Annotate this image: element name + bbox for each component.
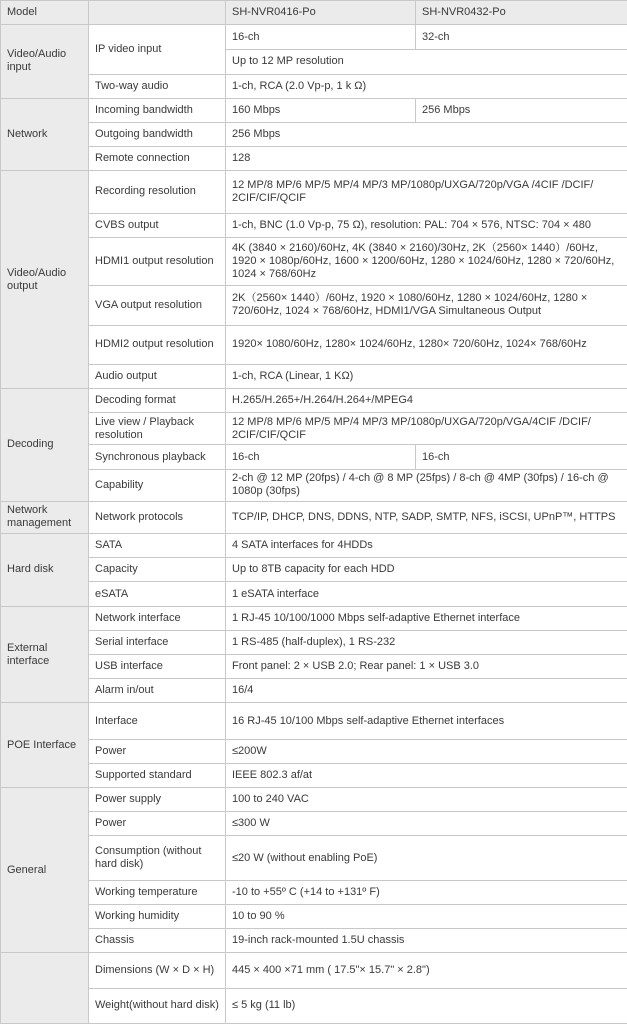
spec-value: Up to 8TB capacity for each HDD [226, 558, 627, 582]
spec-row [1, 763, 627, 787]
spec-label: Remote connection [89, 147, 226, 171]
header-model-label: Model [1, 1, 89, 25]
spec-row [1, 788, 627, 812]
spec-row [1, 286, 627, 325]
spec-value: 1 eSATA interface [226, 582, 627, 606]
spec-row [1, 237, 627, 285]
spec-label: Dimensions (W × D × H) [89, 953, 226, 988]
spec-value: 1920× 1080/60Hz, 1280× 1024/60Hz, 1280× 720/60Hz, 1024× 768/60Hz [226, 325, 627, 364]
spec-value-model-a: 16-ch [226, 445, 416, 469]
spec-value: 1 RS-485 (half-duplex), 1 RS-232 [226, 630, 627, 654]
spec-row [1, 679, 627, 703]
category-cell: Video/Audio input [1, 25, 89, 99]
spec-value-model-b: 16-ch [416, 445, 627, 469]
spec-row [1, 953, 627, 988]
spec-value: ≤ 5 kg (11 lb) [226, 988, 627, 1023]
spec-value: ≤300 W [226, 812, 627, 836]
spec-value: Up to 12 MP resolution [226, 50, 627, 74]
spec-value: 12 MP/8 MP/6 MP/5 MP/4 MP/3 MP/1080p/UXGA/720p/VGA/4CIF /DCIF/ 2CIF/CIF/QCIF [226, 413, 627, 445]
spec-label: Incoming bandwidth [89, 98, 226, 122]
spec-row [1, 25, 627, 50]
category-cell [1, 953, 89, 1024]
spec-value-model-a: 16-ch [226, 25, 416, 50]
spec-label: HDMI2 output resolution [89, 325, 226, 364]
spec-label: Working temperature [89, 880, 226, 904]
spec-value: 2-ch @ 12 MP (20fps) / 4-ch @ 8 MP (25fps) / 8-ch @ 4MP (30fps) / 16-ch @ 1080p (30fps) [226, 469, 627, 501]
spec-label: Decoding format [89, 388, 226, 412]
spec-label: SATA [89, 534, 226, 558]
spec-table-body [1, 1, 627, 1024]
spec-row [1, 213, 627, 237]
spec-row [1, 929, 627, 953]
spec-label: USB interface [89, 655, 226, 679]
spec-row [1, 445, 627, 469]
spec-label: Power [89, 739, 226, 763]
spec-value: 1-ch, BNC (1.0 Vp-p, 75 Ω), resolution: PAL: 704 × 576, NTSC: 704 × 480 [226, 213, 627, 237]
category-cell: Network [1, 98, 89, 171]
spec-row [1, 703, 627, 739]
category-cell: External interface [1, 606, 89, 703]
spec-row [1, 836, 627, 880]
spec-label: Audio output [89, 364, 226, 388]
spec-value: 10 to 90 % [226, 904, 627, 928]
header-blank-cell [89, 1, 226, 25]
spec-value: 4K (3840 × 2160)/60Hz, 4K (3840 × 2160)/30Hz, 2K（2560× 1440）/60Hz, 1920 × 1080p/60Hz, 1600 × 1200/60Hz, 1280 × 1024/60Hz, 1280 × 720/60Hz, 1024 × 768/60Hz [226, 237, 627, 285]
spec-label: VGA output resolution [89, 286, 226, 325]
spec-label: Weight(without hard disk) [89, 988, 226, 1023]
spec-label: Alarm in/out [89, 679, 226, 703]
spec-label: CVBS output [89, 213, 226, 237]
category-cell: POE Interface [1, 703, 89, 788]
spec-value: TCP/IP, DHCP, DNS, DDNS, NTP, SADP, SMTP, NFS, iSCSI, UPnP™, HTTPS [226, 501, 627, 533]
spec-value: 2K（2560× 1440）/60Hz, 1920 × 1080/60Hz, 1280 × 1024/60Hz, 1280 × 720/60Hz, 1024 × 768/60Hz, HDMI1/VGA Simultaneous Output [226, 286, 627, 325]
spec-row [1, 558, 627, 582]
spec-label: Supported standard [89, 763, 226, 787]
spec-label: Two-way audio [89, 74, 226, 98]
spec-row [1, 880, 627, 904]
spec-label: Capability [89, 469, 226, 501]
spec-value: 1 RJ-45 10/100/1000 Mbps self-adaptive Ethernet interface [226, 606, 627, 630]
spec-label: Power supply [89, 788, 226, 812]
spec-value: 445 × 400 ×71 mm ( 17.5"× 15.7" × 2.8") [226, 953, 627, 988]
spec-row [1, 469, 627, 501]
spec-row [1, 988, 627, 1023]
spec-value: Front panel: 2 × USB 2.0; Rear panel: 1 × USB 3.0 [226, 655, 627, 679]
spec-value: IEEE 802.3 af/at [226, 763, 627, 787]
spec-label: Recording resolution [89, 171, 226, 213]
spec-label: IP video input [89, 25, 226, 74]
spec-value: 16 RJ-45 10/100 Mbps self-adaptive Ethernet interfaces [226, 703, 627, 739]
spec-row [1, 388, 627, 412]
spec-value: -10 to +55º C (+14 to +131º F) [226, 880, 627, 904]
spec-label: Chassis [89, 929, 226, 953]
spec-row [1, 122, 627, 146]
spec-value: ≤20 W (without enabling PoE) [226, 836, 627, 880]
spec-value: 128 [226, 147, 627, 171]
spec-row [1, 630, 627, 654]
spec-row [1, 98, 627, 122]
header-model-a: SH-NVR0416-Po [226, 1, 416, 25]
spec-label: Capacity [89, 558, 226, 582]
spec-row [1, 739, 627, 763]
spec-label: Network protocols [89, 501, 226, 533]
spec-label: HDMI1 output resolution [89, 237, 226, 285]
spec-value: ≤200W [226, 739, 627, 763]
spec-row [1, 364, 627, 388]
spec-value-model-b: 256 Mbps [416, 98, 627, 122]
spec-value: 256 Mbps [226, 122, 627, 146]
spec-value: H.265/H.265+/H.264/H.264+/MPEG4 [226, 388, 627, 412]
category-cell: Hard disk [1, 534, 89, 607]
category-cell: Network management [1, 501, 89, 533]
spec-label: Serial interface [89, 630, 226, 654]
category-cell: Video/Audio output [1, 171, 89, 389]
spec-row [1, 325, 627, 364]
spec-value: 100 to 240 VAC [226, 788, 627, 812]
spec-label: eSATA [89, 582, 226, 606]
spec-value: 16/4 [226, 679, 627, 703]
header-model-b: SH-NVR0432-Po [416, 1, 627, 25]
spec-value-model-a: 160 Mbps [226, 98, 416, 122]
spec-row [1, 812, 627, 836]
spec-value-model-b: 32-ch [416, 25, 627, 50]
spec-row [1, 147, 627, 171]
category-cell: General [1, 788, 89, 953]
spec-label: Interface [89, 703, 226, 739]
spec-value: 19-inch rack-mounted 1.5U chassis [226, 929, 627, 953]
spec-label: Power [89, 812, 226, 836]
category-cell: Decoding [1, 388, 89, 501]
spec-row [1, 501, 627, 533]
spec-row [1, 171, 627, 213]
spec-value: 12 MP/8 MP/6 MP/5 MP/4 MP/3 MP/1080p/UXGA/720p/VGA /4CIF /DCIF/ 2CIF/CIF/QCIF [226, 171, 627, 213]
spec-row [1, 74, 627, 98]
header-row [1, 1, 627, 25]
spec-row [1, 655, 627, 679]
spec-label: Working humidity [89, 904, 226, 928]
spec-value: 1-ch, RCA (2.0 Vp-p, 1 k Ω) [226, 74, 627, 98]
spec-row [1, 413, 627, 445]
spec-row [1, 904, 627, 928]
spec-label: Network interface [89, 606, 226, 630]
spec-row [1, 534, 627, 558]
spec-value: 4 SATA interfaces for 4HDDs [226, 534, 627, 558]
spec-value: 1-ch, RCA (Linear, 1 KΩ) [226, 364, 627, 388]
spec-label: Consumption (without hard disk) [89, 836, 226, 880]
spec-row [1, 582, 627, 606]
spec-label: Live view / Playback resolution [89, 413, 226, 445]
spec-label: Synchronous playback [89, 445, 226, 469]
spec-label: Outgoing bandwidth [89, 122, 226, 146]
spec-row [1, 606, 627, 630]
